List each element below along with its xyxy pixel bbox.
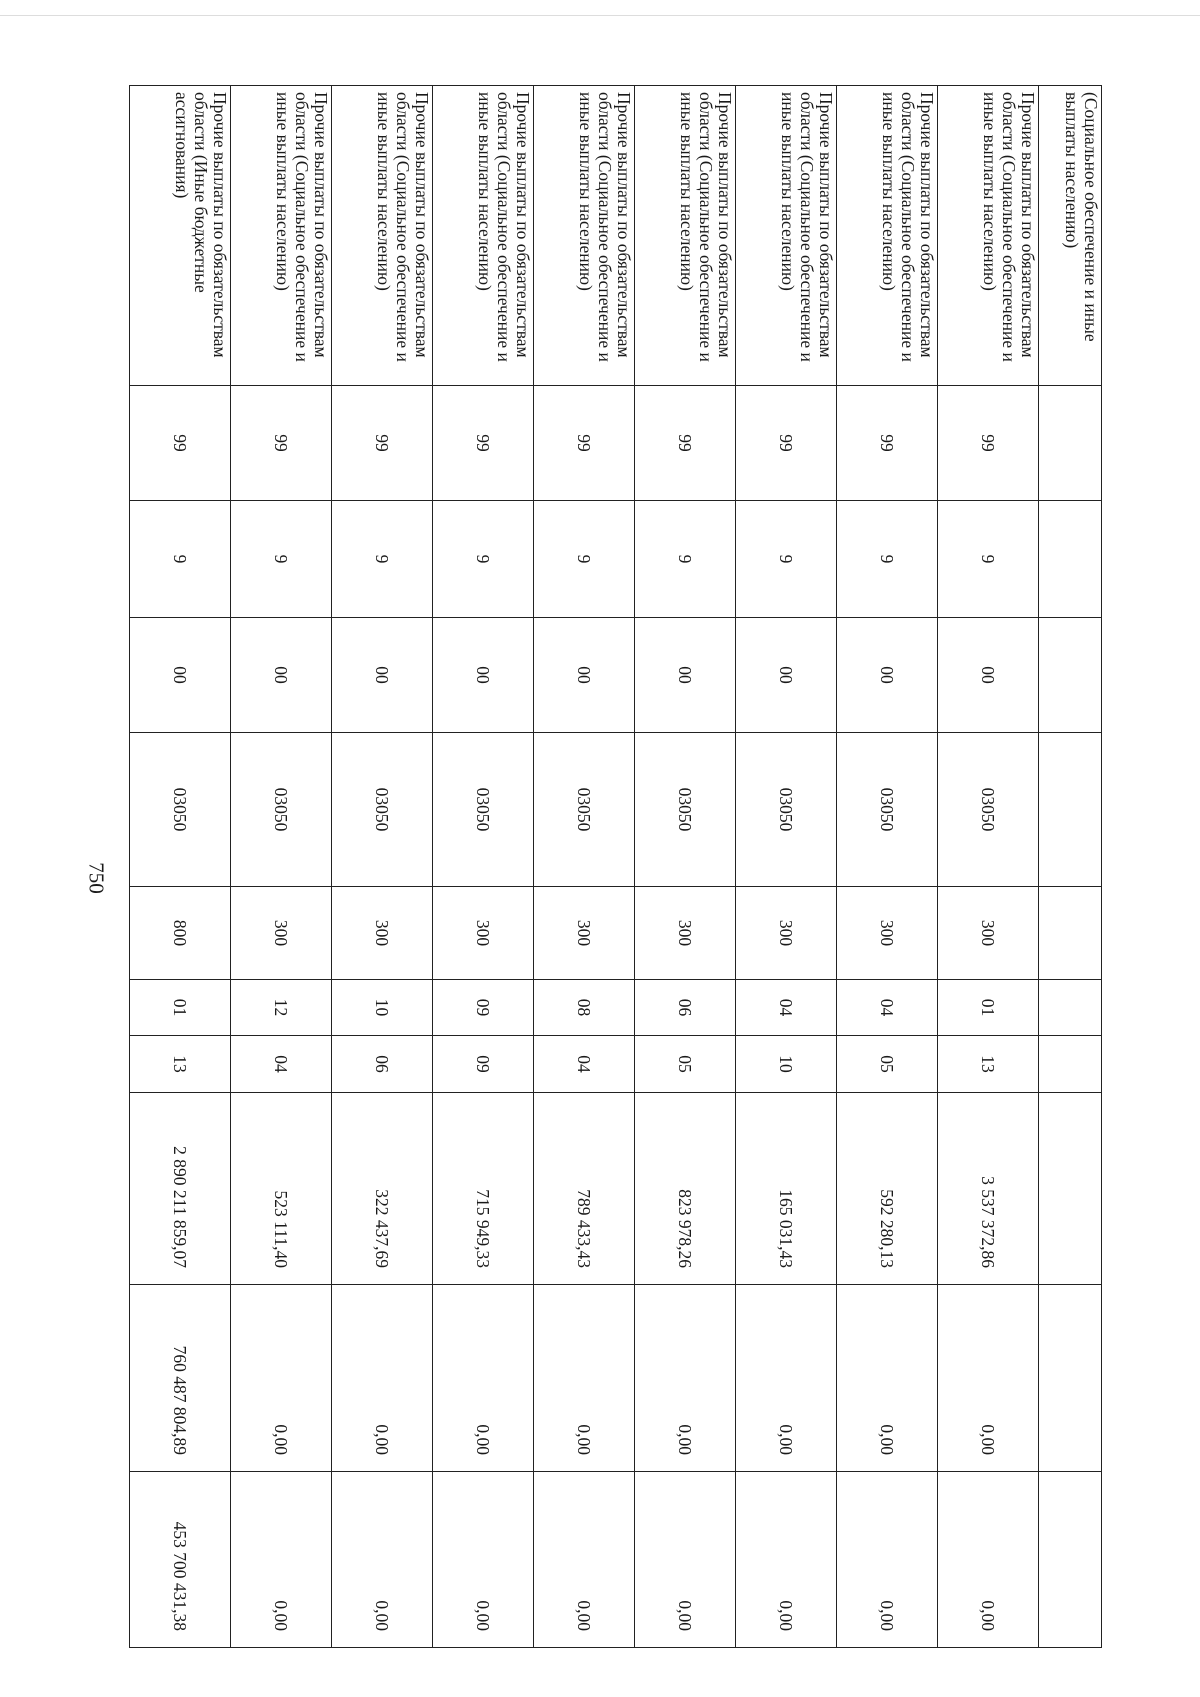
budget-table	[129, 85, 1102, 1648]
cell-direction: 03050	[433, 733, 534, 887]
table-row	[736, 86, 837, 1648]
cell-subsection: 09	[433, 1036, 534, 1093]
cell-amount-3: 0,00	[231, 1472, 332, 1648]
cell-subprogram: 9	[130, 501, 231, 618]
cell-subprogram: 9	[534, 501, 635, 618]
cell-amount-3	[1039, 1472, 1102, 1648]
cell-program: 99	[130, 386, 231, 501]
cell-amount-2: 760 487 804,89	[130, 1285, 231, 1472]
cell-amount-2: 0,00	[938, 1285, 1039, 1472]
cell-direction: 03050	[938, 733, 1039, 887]
cell-amount-2: 0,00	[231, 1285, 332, 1472]
table-row	[635, 86, 736, 1648]
cell-main-event: 00	[736, 618, 837, 733]
cell-subsection: 05	[635, 1036, 736, 1093]
cell-amount-1: 523 111,40	[231, 1093, 332, 1285]
cell-expense-type: 300	[635, 887, 736, 980]
cell-section: 12	[231, 980, 332, 1036]
cell-subprogram	[1039, 501, 1102, 618]
cell-subprogram: 9	[635, 501, 736, 618]
cell-section: 10	[332, 980, 433, 1036]
cell-direction: 03050	[534, 733, 635, 887]
cell-amount-3: 0,00	[635, 1472, 736, 1648]
cell-amount-2: 0,00	[332, 1285, 433, 1472]
cell-amount-1: 165 031,43	[736, 1093, 837, 1285]
cell-subsection: 06	[332, 1036, 433, 1093]
cell-name: Прочие выплаты по обязательствам области (Социальное обеспечение и иные выплаты населению)	[938, 86, 1039, 386]
cell-name: Прочие выплаты по обязательствам области (Социальное обеспечение и иные выплаты населению)	[534, 86, 635, 386]
cell-amount-1: 789 433,43	[534, 1093, 635, 1285]
cell-main-event: 00	[938, 618, 1039, 733]
cell-program	[1039, 386, 1102, 501]
table-row	[130, 86, 231, 1648]
cell-subprogram: 9	[332, 501, 433, 618]
cell-name: Прочие выплаты по обязательствам области (Социальное обеспечение и иные выплаты населению)	[332, 86, 433, 386]
cell-expense-type: 300	[736, 887, 837, 980]
cell-name: Прочие выплаты по обязательствам области (Социальное обеспечение и иные выплаты населению)	[433, 86, 534, 386]
cell-amount-3: 0,00	[534, 1472, 635, 1648]
cell-expense-type: 800	[130, 887, 231, 980]
cell-direction: 03050	[231, 733, 332, 887]
cell-program: 99	[231, 386, 332, 501]
cell-amount-1: 2 890 211 859,07	[130, 1093, 231, 1285]
cell-subprogram: 9	[837, 501, 938, 618]
cell-subsection	[1039, 1036, 1102, 1093]
cell-program: 99	[736, 386, 837, 501]
cell-subsection: 04	[231, 1036, 332, 1093]
cell-expense-type: 300	[332, 887, 433, 980]
cell-section	[1039, 980, 1102, 1036]
cell-expense-type: 300	[837, 887, 938, 980]
cell-section: 08	[534, 980, 635, 1036]
cell-expense-type	[1039, 887, 1102, 980]
cell-amount-3: 0,00	[938, 1472, 1039, 1648]
cell-subsection: 05	[837, 1036, 938, 1093]
cell-subprogram: 9	[231, 501, 332, 618]
cell-amount-2: 0,00	[635, 1285, 736, 1472]
rotated-table-container	[129, 85, 1102, 1647]
cell-expense-type: 300	[231, 887, 332, 980]
cell-program: 99	[433, 386, 534, 501]
cell-subprogram: 9	[433, 501, 534, 618]
cell-amount-2: 0,00	[433, 1285, 534, 1472]
cell-main-event: 00	[130, 618, 231, 733]
cell-amount-3: 453 700 431,38	[130, 1472, 231, 1648]
cell-expense-type: 300	[433, 887, 534, 980]
cell-amount-2	[1039, 1285, 1102, 1472]
cell-program: 99	[534, 386, 635, 501]
cell-name: Прочие выплаты по обязательствам области (Иные бюджетные ассигнования)	[130, 86, 231, 386]
cell-direction: 03050	[837, 733, 938, 887]
budget-table-frame	[129, 85, 1102, 1647]
cell-subprogram: 9	[736, 501, 837, 618]
cell-amount-3: 0,00	[433, 1472, 534, 1648]
cell-main-event: 00	[332, 618, 433, 733]
cell-main-event: 00	[837, 618, 938, 733]
cell-amount-2: 0,00	[837, 1285, 938, 1472]
table-row	[433, 86, 534, 1648]
table-row	[837, 86, 938, 1648]
cell-direction: 03050	[130, 733, 231, 887]
table-body	[130, 86, 1102, 1648]
cell-amount-3: 0,00	[332, 1472, 433, 1648]
cell-section: 01	[130, 980, 231, 1036]
cell-amount-1: 823 978,26	[635, 1093, 736, 1285]
cell-direction: 03050	[736, 733, 837, 887]
cell-subsection: 13	[938, 1036, 1039, 1093]
cell-expense-type: 300	[534, 887, 635, 980]
cell-subsection: 10	[736, 1036, 837, 1093]
cell-expense-type: 300	[938, 887, 1039, 980]
cell-amount-3: 0,00	[837, 1472, 938, 1648]
cell-program: 99	[938, 386, 1039, 501]
cell-direction	[1039, 733, 1102, 887]
table-row	[534, 86, 635, 1648]
table-row	[231, 86, 332, 1648]
cell-amount-1: 3 537 372,86	[938, 1093, 1039, 1285]
cell-program: 99	[837, 386, 938, 501]
cell-program: 99	[635, 386, 736, 501]
cell-amount-3: 0,00	[736, 1472, 837, 1648]
cell-name: Прочие выплаты по обязательствам области (Социальное обеспечение и иные выплаты населению)	[635, 86, 736, 386]
cell-direction: 03050	[332, 733, 433, 887]
cell-main-event: 00	[231, 618, 332, 733]
cell-section: 06	[635, 980, 736, 1036]
cell-name: Прочие выплаты по обязательствам области (Социальное обеспечение и иные выплаты населению)	[837, 86, 938, 386]
cell-amount-1: 592 280,13	[837, 1093, 938, 1285]
cell-section: 01	[938, 980, 1039, 1036]
cell-section: 09	[433, 980, 534, 1036]
scan-edge-line	[0, 15, 1200, 16]
cell-subprogram: 9	[938, 501, 1039, 618]
page-number-text: 750	[84, 862, 109, 894]
table-row	[938, 86, 1039, 1648]
cell-main-event: 00	[433, 618, 534, 733]
table-row	[332, 86, 433, 1648]
cell-subsection: 04	[534, 1036, 635, 1093]
cell-amount-1: 715 949,33	[433, 1093, 534, 1285]
cell-main-event	[1039, 618, 1102, 733]
cell-amount-1: 322 437,69	[332, 1093, 433, 1285]
cell-subsection: 13	[130, 1036, 231, 1093]
cell-section: 04	[736, 980, 837, 1036]
cell-main-event: 00	[635, 618, 736, 733]
cell-main-event: 00	[534, 618, 635, 733]
table-row	[1039, 86, 1102, 1648]
cell-section: 04	[837, 980, 938, 1036]
cell-name: Прочие выплаты по обязательствам области (Социальное обеспечение и иные выплаты населению)	[736, 86, 837, 386]
cell-amount-2: 0,00	[736, 1285, 837, 1472]
cell-amount-1	[1039, 1093, 1102, 1285]
cell-name: (Социальное обеспечение и иные выплаты населению)	[1039, 86, 1102, 386]
cell-amount-2: 0,00	[534, 1285, 635, 1472]
cell-direction: 03050	[635, 733, 736, 887]
cell-name: Прочие выплаты по обязательствам области (Социальное обеспечение и иные выплаты населению)	[231, 86, 332, 386]
cell-program: 99	[332, 386, 433, 501]
